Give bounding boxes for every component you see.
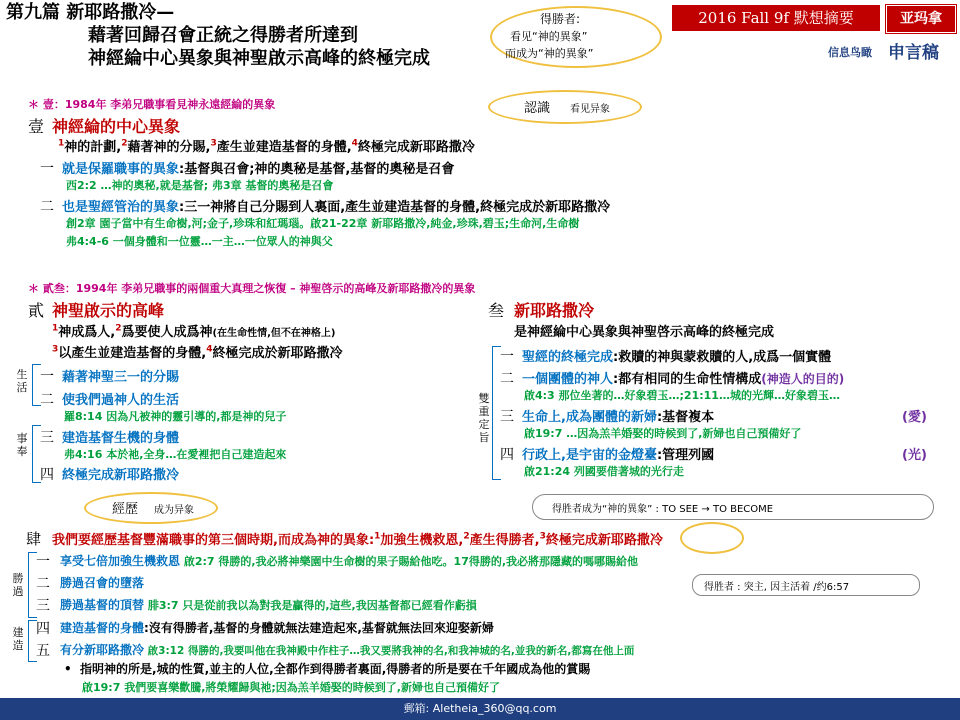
s2-item3: 建造基督生機的身體 [62,431,180,446]
sup-3: 3 [52,344,59,355]
section-one-heading: 神經綸的中心異象 [52,117,181,136]
s1-item2-num: 二 [40,199,54,215]
s2-item2: 使我們過神人的生活 [62,393,180,408]
sup-1: 1 [374,531,381,542]
experience-oval [84,492,218,524]
s2-item4-num: 四 [40,467,54,483]
s2-points-line1 [52,321,335,340]
point-3: 產生並建造基督的身體, [216,140,352,155]
s3-item1-black: :救贖的神與蒙救贖的人,成爲一個實體 [613,350,832,365]
sup-1: 1 [58,138,65,149]
s3-item2-black: :都有相同的生命性情構成 [613,372,762,387]
s1-item2-blue: 也是聖經管治的異象 [62,200,180,215]
sup-3: 3 [210,138,217,149]
section-three-sub: 是神經綸中心異象與神聖啓示高峰的終極完成 [514,325,775,340]
know-sub: 看见异象 [570,104,610,115]
s1-item2-black: :三一神將自己分賜到人裏面,產生並建造基督的身體,終極完成於新耶路撒冷 [179,200,611,215]
s2-item1-num: 一 [40,369,54,385]
s2-points-line2 [52,342,343,361]
s3-item4-blue: 行政上,是宇宙的金燈臺 [522,448,657,463]
sup-2: 2 [115,323,122,334]
credit-name: 申言稿 [888,43,939,63]
section-three-heading: 新耶路撒冷 [514,301,595,320]
s4-item1-ref: 啟2:7 得勝的,我必將神樂園中生命樹的果子賜給他吃。17得勝的,我必將那隱藏的嗎哪賜給他 [180,555,639,568]
s1-item2 [62,196,610,215]
credit-small: 信息鸟瞰 [828,46,872,59]
goal-1: 加強生機救恩, [380,533,464,548]
s4-item3 [60,596,477,613]
point-3: 以產生並建造基督的身體, [58,346,207,361]
point-1: 神的計劃, [64,140,122,155]
s3-item2 [522,368,844,387]
s3-item3 [522,406,714,425]
s1-item1-blue: 就是保羅職事的異象 [62,162,180,177]
section-four-heading-a: 我們要經歷基督豐滿職事的第三個時期,而成為神的異象: [52,533,375,548]
sup-1: 1 [52,323,59,334]
s4-item1-blue: 享受七倍加強生機救恩 [60,554,181,568]
section-four-num: 肆 [26,530,42,548]
experience-sub: 成为异象 [154,505,194,516]
s4-item4-black: :沒有得勝者,基督的身體就無法建造起來,基督就無法回來迎娶新婦 [144,621,494,635]
s2-item3-ref: 弗4:16 本於祂,全身…在愛裡把自己建造起來 [64,448,287,461]
s4-bullet [64,660,590,677]
s3-item4 [522,444,714,463]
s4-bullet-text: 指明神的所是,城的性質,並主的人位,全都作到得勝者裏面,得勝者的所是要在千年國成為他的賞賜 [80,662,591,676]
s1-item1-num: 一 [40,161,54,177]
point-4: 終極完成於新耶路撒冷 [212,346,343,361]
s3-item4-black: :管理列國 [656,448,715,463]
s4-item3-blue: 勝過基督的頂替 [60,598,145,612]
sup-4: 4 [206,344,213,355]
sup-2: 2 [121,138,128,149]
section-four-heading [52,529,663,548]
s1-item1 [62,158,454,177]
s3-item2-purpose: (神造人的目的) [761,372,845,386]
see-become-text: 得胜者成为“神的異象” : TO SEE → TO BECOME [552,504,774,515]
s3-item2-ref: 啟4:3 那位坐著的…好象碧玉…;21:11…城的光輝…好象碧玉… [524,389,840,402]
s3-item3-black: :基督複本 [656,410,715,425]
section-two-heading: 神聖啟示的高峰 [52,301,165,320]
s1-item2-ref2: 弗4:4-6 一個身體和一位靈…一主…一位眾人的神與父 [66,235,333,248]
s3-item2-blue: 一個團體的神人 [522,372,614,387]
goal-3: 終極完成新耶路撒冷 [545,533,663,548]
point-2: 藉著神的分賜, [127,140,211,155]
experience-label: 經歷 [112,502,139,517]
s3-item3-ref: 啟19:7 …因為羔羊婚娶的時候到了,新婦也自己預備好了 [524,427,802,440]
section-two-num: 貳 [28,301,45,320]
s4-item2-num: 二 [36,576,50,592]
s1-item1-black: :基督與召會;神的奧秘是基督,基督的奧秘是召會 [179,162,455,177]
s3-item4-ref: 啟21:24 列國要借著城的光行走 [524,465,684,478]
page-title-line2: 藉著回歸召會正統之得勝者所達到 [88,25,358,46]
section-one-points [58,136,475,155]
s2-item1: 藉著神聖三一的分賜 [62,370,180,385]
sup-3: 3 [539,531,546,542]
s1-item2-ref1: 創2章 園子當中有生命樹,河;金子,珍珠和紅瑪瑙。啟21-22章 新耶路撒冷,純金,珍珠,碧玉;生命河,生命樹 [66,217,580,230]
section-one-note: ＊ 壹：1984年 李弟兄職事看見神永遠經綸的異象 [28,98,276,111]
s4-item4-num: 四 [36,621,50,637]
s3-item2-num: 二 [500,371,514,387]
s2-item2-ref: 羅8:14 因為凡被神的靈引導的,都是神的兒子 [64,410,287,423]
point-2: 爲要使人成爲神 [121,325,213,340]
s3-item4-num: 四 [500,447,514,463]
overcomer-note-line2: 看见“神的異象” [510,30,588,43]
s3-item3-num: 三 [500,409,514,425]
s4-item2: 勝過召會的墮落 [60,576,145,590]
side-label-win: 勝過 [12,572,24,598]
goal-2: 產生得勝者, [469,533,540,548]
bullet-dot: • [64,662,81,676]
s3-item1-blue: 聖經的終極完成 [522,350,614,365]
section-one-num: 壹 [28,117,45,136]
side-label-dual: 雙重定旨 [478,392,490,444]
author-badge: 亚玛拿 [886,5,956,33]
point-4: 終極完成新耶路撒冷 [357,140,475,155]
point-2-note: (在生命性情,但不在神格上) [212,328,336,339]
s3-item3-blue: 生命上,成為團體的新婦 [522,410,657,425]
s4-item1-num: 一 [36,554,50,570]
s4-item3-num: 三 [36,598,50,614]
course-badge: 2016 Fall 9f 默想摘要 [672,5,880,31]
side-label-life: 生活 [16,368,28,394]
s4-item5 [60,641,634,658]
s3-item1 [522,346,831,365]
section-three-num: 叁 [488,301,505,320]
s1-item1-ref: 西2:2 …神的奧秘,就是基督; 弗3章 基督的奧秘是召會 [66,179,334,192]
s4-item5-ref: 啟3:12 得勝的,我要叫他在我神殿中作柱子…我又要將我神的名,和我神城的名,並我的新名,都寫在他上面 [144,645,635,657]
overcomer-highlight-oval [680,522,744,554]
s3-item1-num: 一 [500,349,514,365]
s3-item4-tag: (光) [902,448,927,463]
side-label-build: 建造 [12,626,24,652]
know-label: 認識 [524,101,551,116]
side-label-serve: 事奉 [16,432,28,458]
s4-item5-blue: 有分新耶路撒冷 [60,643,145,657]
s4-item5-num: 五 [36,643,50,659]
overcomer-note-line1: 得勝者: [540,12,581,26]
s4-item4-blue: 建造基督的身體 [60,621,145,635]
sup-2: 2 [463,531,470,542]
know-oval [488,90,642,124]
s4-item3-ref: 腓3:7 只是從前我以為對我是贏得的,這些,我因基督都已經看作虧損 [144,599,477,612]
s2-item3-num: 三 [40,430,54,446]
s4-bullet-ref: 啟19:7 我們要喜樂歡騰,將榮耀歸與祂;因為羔羊婚娶的時候到了,新婦也自己預備好了 [82,681,500,694]
overcomer-note-line3: 而成为“神的異象” [505,47,594,60]
s4-item1 [60,552,638,569]
s4-item4 [60,619,494,636]
s2-item4: 終極完成新耶路撒冷 [62,468,180,483]
s3-item3-tag: (愛) [902,410,927,425]
sup-4: 4 [351,138,358,149]
page-title-line3: 神經綸中心異象與神聖啟示高峰的終極完成 [88,48,430,69]
section-two-note: ＊ 貳叁：1994年 李弟兄職事的兩個重大真理之恢復 – 神聖啓示的高峰及新耶路撒冷的異象 [28,282,476,295]
point-1: 神成爲人, [58,325,116,340]
s2-item2-num: 二 [40,392,54,408]
footer-email: 郵箱: Aletheia_360@qq.com [0,698,960,720]
overcomer-tag: 得胜者 : 突主, 因主活着 /约6:57 [704,582,850,593]
page-title-line1: 第九篇 新耶路撒冷— [6,2,175,23]
